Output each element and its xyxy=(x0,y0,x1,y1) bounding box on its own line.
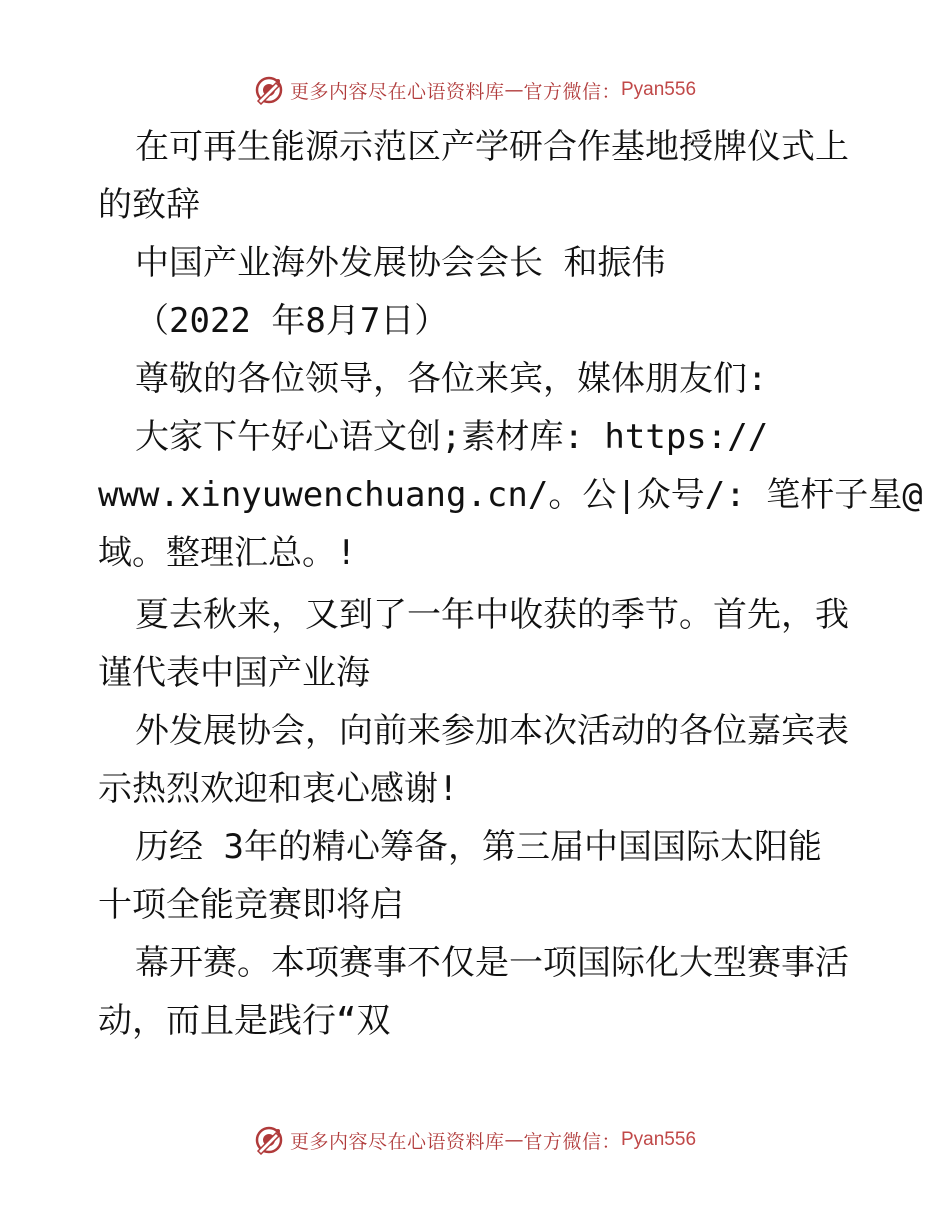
title-line-2: 的致辞 xyxy=(98,185,200,225)
pen-logo-icon xyxy=(254,1125,284,1155)
paragraph-line: 域。整理汇总。! xyxy=(98,533,357,573)
watermark-title: 更多内容尽在心语资料库 xyxy=(289,80,505,103)
paragraph-line: 十项全能竞赛即将启 xyxy=(98,885,404,925)
salutation-line: 尊敬的各位领导，各位来宾，媒体朋友们: xyxy=(135,359,768,399)
paragraph-line: 谨代表中国产业海 xyxy=(98,653,370,693)
footer-watermark xyxy=(0,1120,950,1160)
watermark-dash: — xyxy=(504,1129,524,1151)
paragraph-line: 夏去秋来，又到了一年中收获的季节。首先，我 xyxy=(135,595,849,635)
paragraph-line: 历经 3年的精心筹备，第三届中国国际太阳能 xyxy=(135,827,822,867)
watermark-dash: — xyxy=(504,79,524,101)
watermark-wechat-id: Pyan556 xyxy=(621,79,697,100)
paragraph-line: 示热烈欢迎和衷心感谢! xyxy=(98,769,459,809)
paragraph-line: 幕开赛。本项赛事不仅是一项国际化大型赛事活 xyxy=(135,943,849,983)
date-line: （2022 年8月7日） xyxy=(135,301,449,341)
title-line-1: 在可再生能源示范区产学研合作基地授牌仪式上 xyxy=(135,127,849,167)
paragraph-line: 动，而且是践行“双 xyxy=(98,1001,391,1041)
watermark-label: 官方微信： xyxy=(523,80,621,103)
watermark-title: 更多内容尽在心语资料库 xyxy=(289,1130,505,1153)
watermark-label: 官方微信： xyxy=(523,1130,621,1153)
header-watermark xyxy=(0,70,950,110)
pen-logo-icon xyxy=(254,75,284,105)
author-line: 中国产业海外发展协会会长 和振伟 xyxy=(135,243,666,283)
watermark-wechat-id: Pyan556 xyxy=(621,1129,697,1150)
paragraph-line: 大家下午好心语文创;素材库: https:// xyxy=(135,417,769,457)
paragraph-line: 外发展协会，向前来参加本次活动的各位嘉宾表 xyxy=(135,711,849,751)
paragraph-line: www.xinyuwenchuang.cn/。公|众号/: 笔杆子星@ xyxy=(98,475,923,515)
